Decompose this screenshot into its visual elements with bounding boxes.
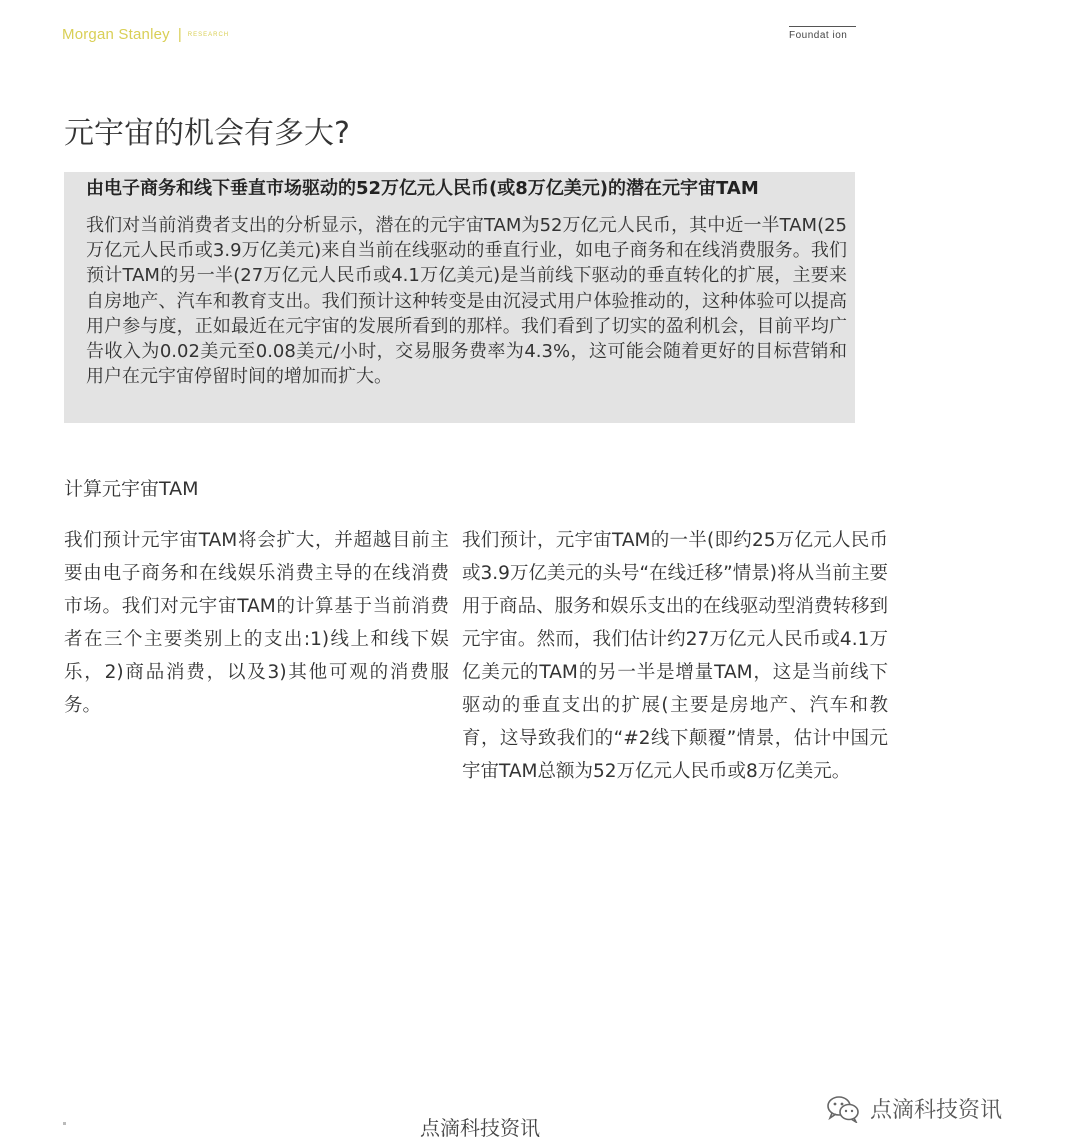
logo-brand: Morgan Stanley — [62, 26, 170, 43]
watermark-text: 点滴科技资讯 — [870, 1098, 1003, 1123]
logo-sub: RESEARCH — [187, 32, 230, 39]
morgan-stanley-logo — [62, 26, 229, 43]
page-marker — [63, 1122, 66, 1125]
logo-separator: | — [177, 26, 182, 43]
page-title: 元宇宙的机会有多大? — [64, 116, 350, 151]
section-heading: 计算元宇宙TAM — [64, 478, 199, 500]
summary-heading: 由电子商务和线下垂直市场驱动的52万亿元人民币(或8万亿美元)的潜在元宇宙TAM — [86, 178, 759, 199]
summary-box — [64, 172, 855, 423]
right-column-paragraph: 我们预计，元宇宙TAM的一半(即约25万亿元人民币或3.9万亿美元的头号“在线迁移”情景)将从当前主要用于商品、服务和娱乐支出的在线驱动型消费转移到元宇宙。然而，我们估计约27万亿元人民币或4.1万亿美元的TAM的另一半是增量TAM，这是当前线下驱动的垂直支出的扩展(主要是房地产、汽车和教育，这导致我们的“#2线下颠覆”情景，估计中国元宇宙TAM总额为52万亿元人民币或8万亿美元。 — [462, 530, 888, 782]
footer-text: 点滴科技资讯 — [420, 1116, 540, 1140]
wechat-watermark — [826, 1093, 1002, 1124]
series-label: Foundat ion — [789, 26, 856, 41]
left-column-paragraph: 我们预计元宇宙TAM将会扩大，并超越目前主要由电子商务和在线娱乐消费主导的在线消费市场。我们对元宇宙TAM的计算基于当前消费者在三个主要类别上的支出:1)线上和线下娱乐，2)商品消费，以及3)其他可观的消费服务。 — [64, 530, 449, 716]
summary-body: 我们对当前消费者支出的分析显示，潜在的元宇宙TAM为52万亿元人民币，其中近一半TAM(25万亿元人民币或3.9万亿美元)来自当前在线驱动的垂直行业，如电子商务和在线消费服务。我们预计TAM的另一半(27万亿元人民币或4.1万亿美元)是当前线下驱动的垂直转化的扩展，主要来自房地产、汽车和教育支出。我们预计这种转变是由沉浸式用户体验推动的，这种体验可以提高用户参与度，正如最近在元宇宙的发展所看到的那样。我们看到了切实的盈利机会，目前平均广告收入为0.02美元至0.08美元/小时，交易服务费率为4.3%，这可能会随着更好的目标营销和用户在元宇宙停留时间的增加而扩大。 — [86, 215, 847, 388]
wechat-icon — [826, 1095, 860, 1123]
